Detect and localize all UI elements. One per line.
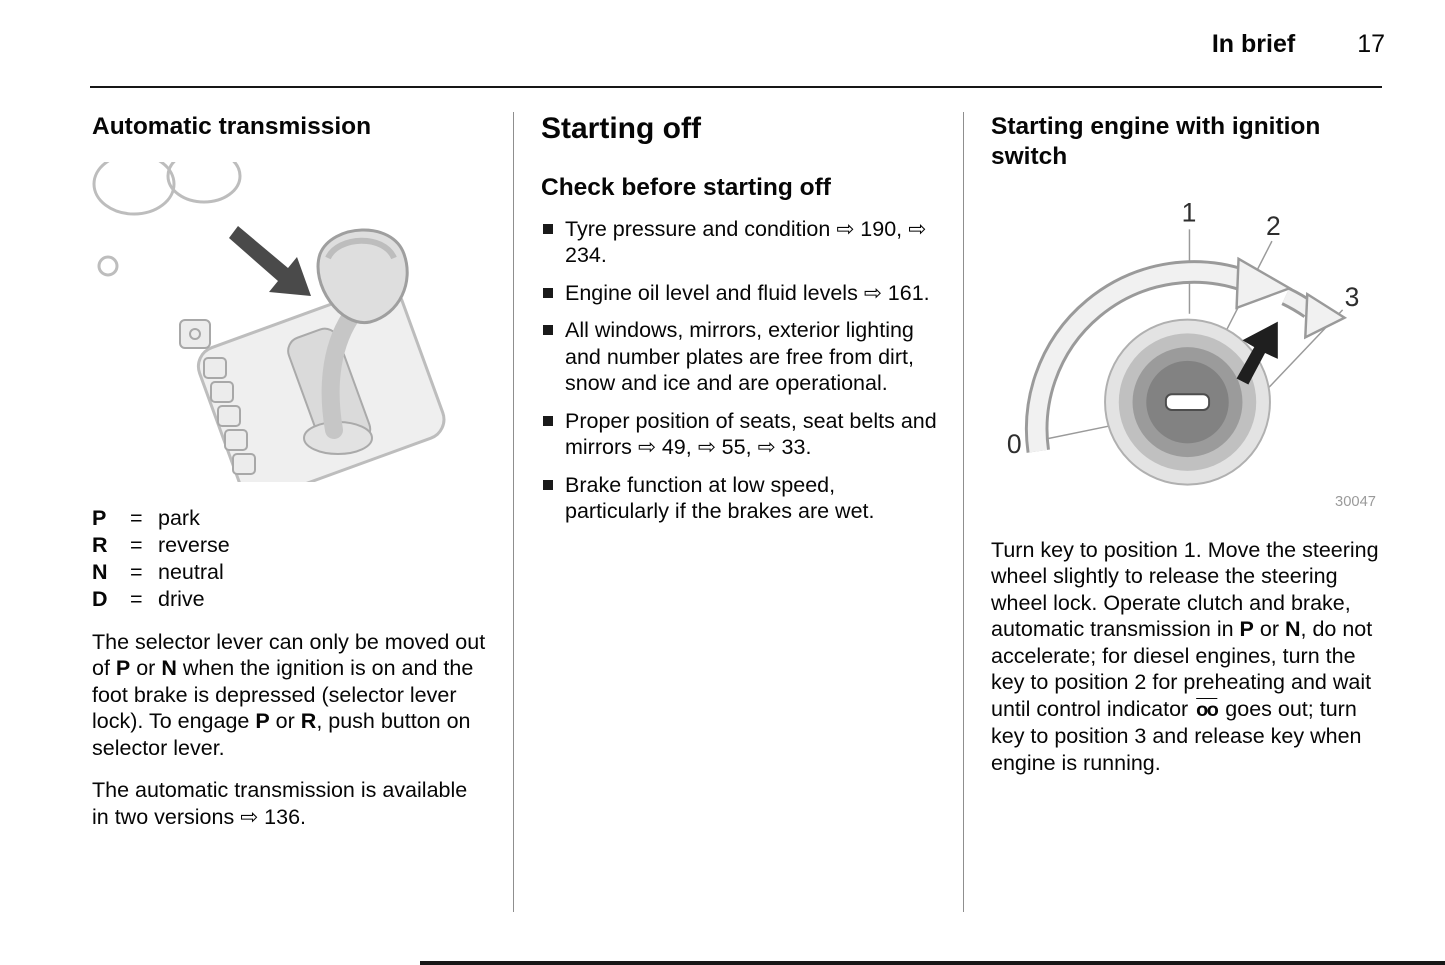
- legend-key: N: [92, 559, 108, 584]
- checklist-item-text: Tyre pressure and condition ⇨ 190, ⇨ 234.: [565, 216, 927, 268]
- legend-row-reverse: [92, 532, 487, 559]
- position-label-0: 0: [1006, 428, 1022, 459]
- checklist-item-brake-function: [541, 472, 937, 525]
- legend-row-neutral: [92, 559, 487, 586]
- checklist-item-text: Engine oil level and fluid levels ⇨ 161.: [565, 280, 930, 305]
- checklist-item-tyre-pressure: [541, 216, 937, 269]
- bullet-icon: [543, 224, 553, 234]
- legend-row-park: [92, 505, 487, 532]
- checklist-item-text: Brake function at low speed, particularly if the brakes are wet.: [565, 472, 875, 524]
- page-number: 17: [1357, 30, 1385, 58]
- gear-selector-figure: [92, 162, 487, 487]
- console-housing-shapes: [94, 162, 240, 275]
- ignition-switch-section: [991, 112, 1383, 776]
- checklist-item-seat-position: [541, 408, 937, 461]
- header-section-title: In brief: [1211, 30, 1296, 58]
- position-label-3: 3: [1344, 281, 1360, 312]
- pointer-arrow-icon: [229, 226, 311, 296]
- legend-key: P: [92, 505, 107, 530]
- legend-value: reverse: [158, 532, 230, 557]
- legend-row-drive: [92, 586, 487, 613]
- checklist-item-text: All windows, mirrors, exterior lighting and number plates are free from dirt, snow and ice and are operational.: [565, 318, 914, 396]
- starting-off-heading: Starting off: [541, 112, 701, 145]
- starting-off-section: [541, 112, 937, 536]
- header-rule: [90, 86, 1382, 88]
- ignition-switch-illustration: [991, 194, 1384, 516]
- figure-number: 30047: [1335, 493, 1376, 510]
- pre-start-checklist: [541, 216, 937, 525]
- column-separator: [513, 112, 514, 912]
- automatic-transmission-section: [92, 112, 487, 830]
- legend-value: drive: [158, 586, 205, 611]
- check-before-starting-heading: Check before starting off: [541, 173, 831, 201]
- column-separator: [963, 112, 964, 912]
- legend-equals: =: [130, 505, 143, 530]
- checklist-item-windows-mirrors: [541, 317, 937, 397]
- ignition-switch-figure: [991, 194, 1383, 521]
- checklist-item-text: Proper position of seats, seat belts and mirrors ⇨ 49, ⇨ 55, ⇨ 33.: [565, 408, 937, 460]
- legend-equals: =: [130, 586, 143, 611]
- legend-equals: =: [130, 559, 143, 584]
- page-header: [92, 30, 1385, 59]
- legend-equals: =: [130, 532, 143, 557]
- checklist-item-engine-oil: [541, 280, 937, 307]
- automatic-transmission-heading: Automatic transmission: [92, 113, 372, 140]
- position-label-1: 1: [1181, 197, 1197, 228]
- gear-position-legend: [92, 505, 487, 613]
- ignition-instructions-paragraph: Turn key to position 1. Move the steering wheel slightly to release the steering wheel lock. Operate clutch and brake, automatic transmission in P or N, do not accelerate; for diesel engines, turn the key to position 2 for preheating and wait until control indicator $\overline{oo}$ goes out; turn key to position 3 and release key when engine is running.: [991, 537, 1379, 775]
- bullet-icon: [543, 288, 553, 298]
- legend-key: D: [92, 586, 108, 611]
- keyhole: [1166, 394, 1209, 410]
- gear-selector-illustration: [92, 162, 485, 482]
- bullet-icon: [543, 416, 553, 426]
- legend-value: park: [158, 505, 200, 530]
- bullet-icon: [543, 325, 553, 335]
- legend-key: R: [92, 532, 108, 557]
- transmission-versions-paragraph: The automatic transmission is available in two versions ⇨ 136.: [92, 778, 468, 829]
- ignition-switch-heading: Starting engine with ignition switch: [991, 113, 1321, 170]
- glow-plug-indicator-icon: $\overline{oo}$: [1196, 698, 1218, 721]
- position-label-2: 2: [1266, 210, 1281, 241]
- ignition-lock-cylinder: [1105, 319, 1270, 484]
- page-bottom-edge: [420, 961, 1445, 965]
- selector-lever-paragraph: The selector lever can only be moved out of P or N when the ignition is on and the foot brake is depressed (selector lever lock). To engage P or R, push button on selector lever.: [92, 629, 486, 760]
- legend-value: neutral: [158, 559, 224, 584]
- bullet-icon: [543, 480, 553, 490]
